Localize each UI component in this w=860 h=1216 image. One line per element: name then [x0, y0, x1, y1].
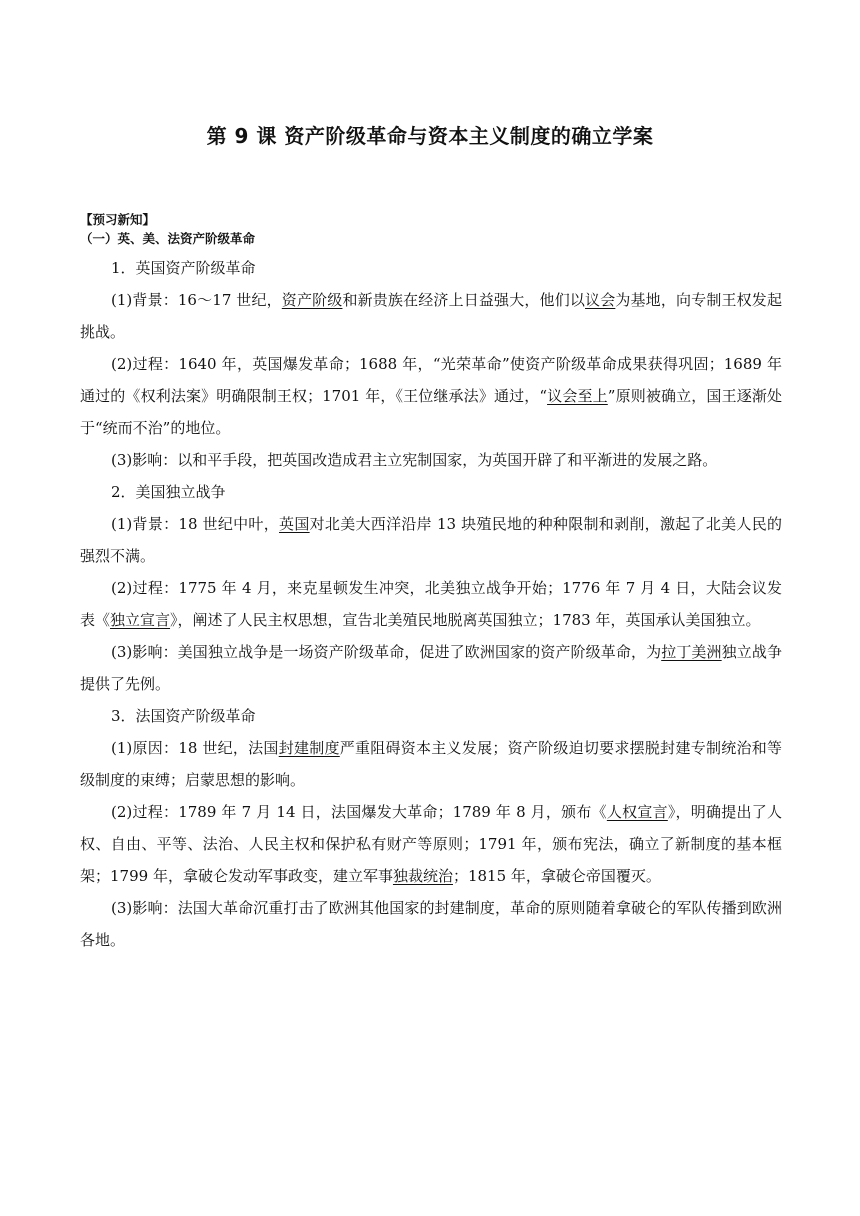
part3-process	[80, 796, 782, 892]
text-run: ；1815 年，拿破仑帝国覆灭。	[452, 867, 661, 885]
text-run: (1)背景：18 世纪中叶，	[111, 515, 280, 533]
part2-heading: 2．美国独立战争	[111, 483, 226, 501]
document-body	[80, 210, 782, 956]
text-run: (1)原因：18 世纪，法国	[111, 739, 279, 757]
text-run: (3)影响：美国独立战争是一场资产阶级革命，促进了欧洲国家的资产阶级革命，为	[111, 643, 662, 661]
underlined-answer: 封建制度	[278, 739, 340, 757]
part3-cause	[80, 732, 782, 796]
subsection-title: （一）英、美、法资产阶级革命	[80, 231, 256, 246]
text-run: 对北美大西洋沿岸 13 块殖民地的种种限制和剥削，激起了北美人民的强烈不满。	[80, 515, 782, 565]
text-run: (1)背景：16～17 世纪，	[111, 291, 282, 309]
part1-process	[80, 348, 782, 444]
underlined-answer: 独立宣言	[110, 611, 171, 629]
page-title: 第 9 课 资产阶级革命与资本主义制度的确立学案	[206, 124, 654, 148]
text-run: 为基地，向专制王权发起挑战。	[80, 291, 782, 341]
text-run: ”原则被确立，国王逐渐处于“统而不治”的地位。	[80, 387, 782, 437]
text-run: (2)过程：1789 年 7 月 14 日，法国爆发大革命；1789 年 8 月，颁布《	[111, 803, 607, 821]
part2-background	[80, 508, 782, 572]
part2-process	[80, 572, 782, 636]
text-run: (2)过程：1775 年 4 月，来克星顿发生冲突，北美独立战争开始；1776 年 7 月 4 日，大陆会议发表《	[80, 579, 782, 629]
underlined-answer: 独裁统治	[392, 867, 453, 885]
underlined-answer: 资产阶级	[281, 291, 343, 309]
text-run: (2)过程：1640 年，英国爆发革命；1688 年，“光荣革命”使资产阶级革命成果获得巩固；1689 年通过的《权利法案》明确限制王权；1701 年，《王位继承法》通过，“	[80, 355, 782, 405]
underlined-answer: 拉丁美洲	[661, 643, 722, 661]
underlined-answer: 议会至上	[547, 387, 608, 405]
part3-impact: (3)影响：法国大革命沉重打击了欧洲其他国家的封建制度，革命的原则随着拿破仑的军队传播到欧洲各地。	[80, 899, 782, 949]
underlined-answer: 人权宣言	[606, 803, 668, 821]
text-run: 独立战争提供了先例。	[80, 643, 782, 693]
text-run: 和新贵族在经济上日益强大，他们以	[342, 291, 586, 309]
text-run: 》，明确提出了人权、自由、平等、法治、人民主权和保护私有财产等原则；1791 年，颁布宪法，确立了新制度的基本框架；1799 年，拿破仑发动军事政变，建立军事	[80, 803, 782, 885]
part1-impact: (3)影响：以和平手段，把英国改造成君主立宪制国家，为英国开辟了和平渐进的发展之路。	[111, 451, 718, 469]
part1-background	[80, 284, 782, 348]
part3-heading: 3．法国资产阶级革命	[111, 707, 256, 725]
underlined-answer: 议会	[585, 291, 616, 309]
text-run: 》，阐述了人民主权思想，宣告北美殖民地脱离英国独立；1783 年，英国承认美国独立。	[170, 611, 761, 629]
section-label: 【预习新知】	[80, 212, 156, 227]
part2-impact	[80, 636, 782, 700]
part1-heading: 1．英国资产阶级革命	[111, 259, 256, 277]
underlined-answer: 英国	[279, 515, 310, 533]
text-run: 严重阻碍资本主义发展；资产阶级迫切要求摆脱封建专制统治和等级制度的束缚；启蒙思想的影响。	[80, 739, 782, 789]
